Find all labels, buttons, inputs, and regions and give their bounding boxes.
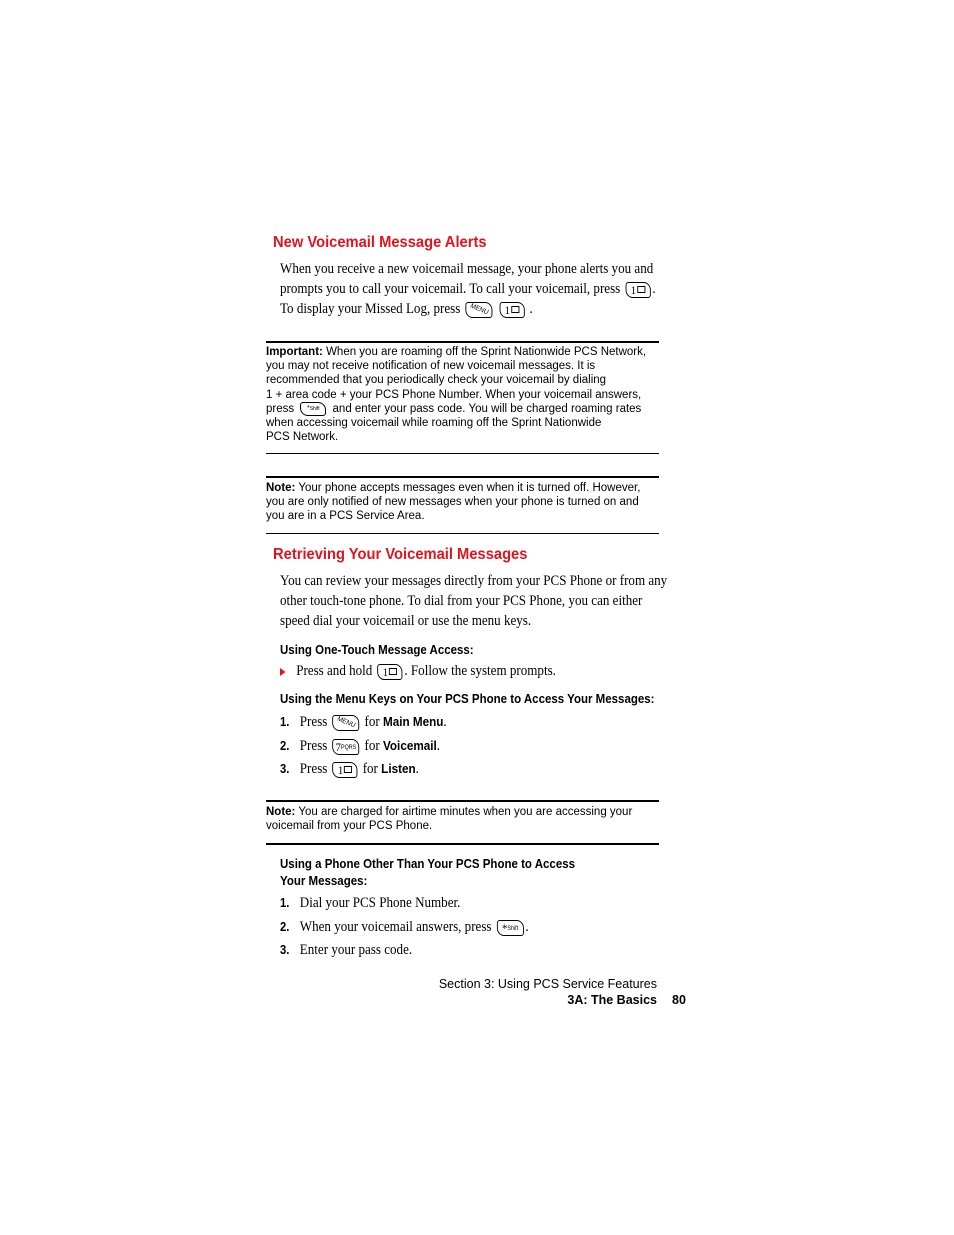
paragraph-line: To display your Missed Log, press MENU 1 . xyxy=(280,301,533,317)
divider xyxy=(266,453,659,454)
divider xyxy=(266,476,659,478)
star-shift-key-icon: *Shift xyxy=(300,402,326,416)
step-item: 3. Enter your pass code. xyxy=(280,942,413,958)
paragraph-line: speed dial your voicemail or use the menu keys. xyxy=(280,613,532,629)
step-item: 2. When your voicemail answers, press *Shift . xyxy=(280,919,529,935)
star-shift-key-icon: *Shift xyxy=(497,920,524,936)
key-1-icon: 1 xyxy=(377,664,402,680)
subheading-other-phone: Your Messages: xyxy=(280,874,368,888)
subheading-other-phone: Using a Phone Other Than Your PCS Phone to Access xyxy=(280,857,576,871)
subheading-one-touch: Using One-Touch Message Access: xyxy=(280,643,474,657)
paragraph-line: When you receive a new voicemail message, your phone alerts you and xyxy=(280,261,654,277)
paragraph-line: other touch-tone phone. To dial from your PCS Phone, you can either xyxy=(280,593,643,609)
step-item: 3. Press 1 for Listen. xyxy=(280,761,419,777)
step-item: 1. Press MENU for Main Menu. xyxy=(280,714,447,730)
footer-chapter: 3A: The Basics xyxy=(567,993,657,1007)
note: Note: You are charged for airtime minutes when you are accessing your voicemail from your PCS Phone. xyxy=(266,806,633,833)
section-title-retrieving: Retrieving Your Voicemail Messages xyxy=(273,546,528,563)
key-1-icon: 1 xyxy=(332,762,357,778)
bullet-arrow-icon xyxy=(280,668,285,676)
section-title-new-voicemail: New Voicemail Message Alerts xyxy=(273,234,487,251)
bullet-item: Press and hold 1 . Follow the system prompts. xyxy=(280,661,556,681)
menu-key-icon: MENU xyxy=(332,715,359,731)
important-note: Important: When you are roaming off the Sprint Nationwide PCS Network, you may not receive notification of new voicemail messages. It is recommended that you periodically check your voicemail by dialing 1 + area code + your PCS Phone Number. When your voicemail answers, press *Shift and enter your pass code. You will be charged roaming rates when accessing voicemail while roaming off the Sprint Nationwide PCS Network. xyxy=(266,346,647,444)
divider xyxy=(266,800,659,802)
divider xyxy=(266,533,659,534)
footer-section: Section 3: Using PCS Service Features xyxy=(438,977,657,991)
subheading-menu-keys: Using the Menu Keys on Your PCS Phone to Access Your Messages: xyxy=(280,692,655,706)
step-item: 1. Dial your PCS Phone Number. xyxy=(280,895,461,911)
divider xyxy=(266,341,659,343)
key-1-icon: 1 xyxy=(625,282,650,298)
divider xyxy=(266,843,659,845)
key-7-icon: 7PQRS xyxy=(332,739,359,755)
note: Note: Your phone accepts messages even when it is turned off. However, you are only notified of new messages when your phone is turned on and you are in a PCS Service Area. xyxy=(266,482,641,523)
paragraph-line: prompts you to call your voicemail. To call your voicemail, press 1 . xyxy=(280,281,656,297)
menu-key-icon: MENU xyxy=(465,302,492,318)
key-1-icon: 1 xyxy=(499,302,524,318)
paragraph-line: You can review your messages directly from your PCS Phone or from any xyxy=(280,573,668,589)
page-number: 80 xyxy=(672,993,686,1007)
step-item: 2. Press 7PQRS for Voicemail. xyxy=(280,738,441,754)
